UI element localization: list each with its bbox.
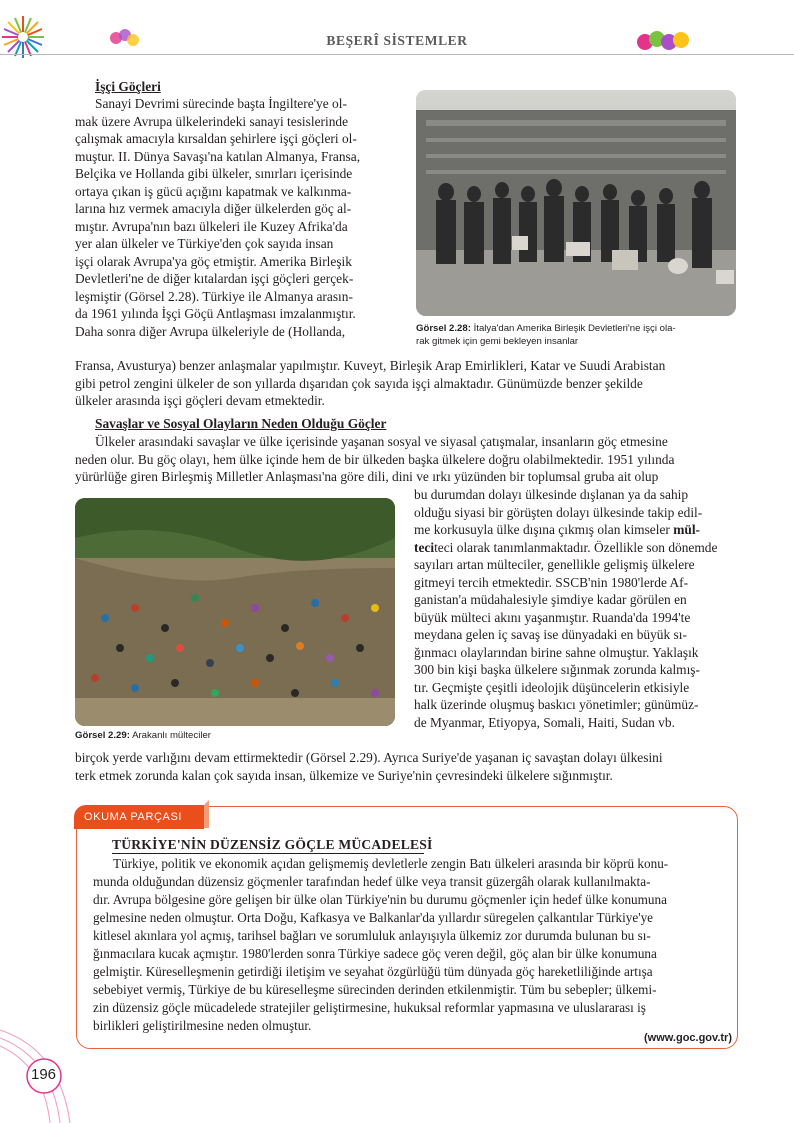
section2-top-text: [75, 433, 738, 486]
section2-narrow-text: [414, 486, 737, 731]
section-heading-worker-migration: İşçi Göçleri: [95, 79, 161, 94]
section2-bottom-text: [75, 749, 738, 784]
text-line: birçok yerde varlığını devam ettirmektedir (Görsel 2.29). Ayrıca Suriye'de yaşanan iç savaştan dolayı ülkesini: [75, 750, 663, 765]
text-line: munda olduğundan düzensiz göçmenler tarafından hedef ülke veya transit güzergâh olarak kullanılmakta-: [93, 874, 651, 889]
photo-italian-workers: [416, 90, 736, 316]
text-line: ğınmacı olaylarından birine sahne olmuştur. Yaklaşık: [414, 644, 699, 660]
reading-body: [93, 855, 733, 1035]
caption-text: rak gitmek için gemi bekleyen insanlar: [416, 335, 579, 347]
text-line: neden olur. Bu göç olayı, hem ülke içinde hem de bir ülkeden başka ülkelere doğru olabilmektedir. 1951 yılında: [75, 451, 675, 467]
text-line: Sanayi Devrimi sürecinde başta İngiltere'ye ol-: [95, 96, 347, 111]
text-line: Daha sonra diğer Avrupa ülkeleriyle de (Hollanda,: [75, 323, 346, 339]
caption-text: İtalya'dan Amerika Birleşik Devletleri'ne işçi ola-: [473, 323, 676, 334]
photo-arakan-refugees-image: [75, 498, 395, 726]
header-title: BEŞERÎ SİSTEMLER: [326, 33, 468, 48]
caption-label: Görsel 2.28:: [416, 323, 471, 334]
text-line: gibi petrol zengini ülkeler de son yıllarda dışarıdan çok sayıda işçi almaktadır. Günümüzde benzer şekilde: [75, 375, 643, 391]
reading-box-tab-label: OKUMA PARÇASI: [84, 811, 183, 823]
text-line: Ülkeler arasındaki savaşlar ve ülke içerisinde yaşanan sosyal ve siyasal çatışmalar, insanların göç etmesine: [95, 434, 668, 449]
text-line: 300 bin kişi başka ülkelere sığınmak zorunda kalmış-: [414, 662, 700, 677]
reading-title: TÜRKİYE'NİN DÜZENSİZ GÖÇLE MÜCADELESİ: [112, 837, 433, 852]
page-number: 196: [31, 1066, 57, 1083]
text-line: de Myanmar, Etiyopya, Somali, Haiti, Sudan vb.: [414, 714, 675, 730]
text-line: gelmesine neden olmuştur. Orta Doğu, Kafkasya ve Balkanlar'da yıllardır süregelen çalkantılar Türkiye'ye: [93, 910, 654, 925]
text-line: sebebiyet vermiş, Türkiye de bu küreselleşme sürecinden derinden etkilenmiştir. Tüm bu sebepler; ülkemi-: [93, 982, 657, 997]
text-line: mak üzere Avrupa ülkelerindeki sanayi tesislerinde: [75, 113, 349, 129]
text-line: çalışmak amacıyla kırsaldan şehirlere işçi göçleri ol-: [75, 131, 357, 146]
text-line: Fransa, Avusturya) benzer anlaşmalar yapılmıştır. Kuveyt, Birleşik Arap Emirlikleri, Katar ve Suudi Arabistan: [75, 358, 666, 373]
text-line: mıştır. Avrupa'nın bazı ülkeleri ile Kuzey Afrika'da: [75, 218, 348, 234]
text-line: leşmiştir (Görsel 2.28). Türkiye ile Almanya arasın-: [75, 288, 353, 304]
text-line: gelmiştir. Küreselleşmenin getirdiği iletişim ve seyahat özgürlüğü tüm dünyada göç hareketliliğinde artışa: [93, 964, 653, 979]
text-line: tır. Geçmişte çeşitli ideolojik düşüncelerin etkisiyle: [414, 679, 690, 695]
text-line: ülkeler arasında işçi göçleri devam etmektedir.: [75, 393, 325, 408]
color-balls-decoration-icon: [636, 28, 692, 54]
text-segment: me korkusuyla ülke dışına çıkmış olan kimseler: [414, 522, 670, 537]
text-line: meydana gelen iç savaş ise dünyadaki en büyük sı-: [414, 627, 687, 642]
text-line: ğınmacılara kucak açmıştır. 1980'lerden sonra Türkiye sadece göç veren değil, göç alan bir ülke konumuna: [93, 946, 657, 961]
caption-label: Görsel 2.29:: [75, 730, 130, 741]
reading-source: (www.goc.gov.tr): [644, 1032, 732, 1044]
text-line: ganistan'a müdahalesiyle şimdiye kadar görülen en: [414, 592, 687, 607]
reading-title-underline: [112, 853, 424, 854]
header-divider: [0, 54, 794, 55]
text-line: Türkiye, politik ve ekonomik açıdan gelişmemiş devletlerle zengin Batı ülkeleri arasında bir köprü konu-: [113, 856, 669, 871]
text-line: yer alan ülkeler ve Türkiye'den çok sayıda insan: [75, 236, 334, 251]
text-line: [414, 521, 737, 539]
bold-term: mül-: [673, 522, 701, 537]
figure-caption-2-28: [416, 323, 746, 348]
text-line: sayıları artan mülteciler, genellikle gelişmiş ülkelere: [414, 557, 695, 572]
text-line: larına hız vermek amacıyla diğer ülkelerden göç al-: [75, 201, 352, 216]
text-line: da 1961 yılında İşçi Göçü Antlaşması imzalanmıştır.: [75, 306, 356, 321]
text-line: büyük mülteci akını yaşanmıştır. Ruanda'da 1994'te: [414, 609, 691, 625]
text-line: dır. Avrupa bölgesine göre gelişen bir ülke olan Türkiye'nin bu durumu göçmenler için hedef ülke konumuna: [93, 892, 667, 907]
text-line: Belçika ve Hollanda gibi ülkeler, sınırları içerisinde: [75, 166, 353, 181]
section1-full-text: [75, 357, 738, 410]
text-line: bu durumdan dolayı ülkesinde dışlanan ya da sahip: [414, 487, 689, 502]
tab-stripe-decoration-icon: [204, 800, 216, 830]
text-line: halk üzerinde oluşmuş baskıcı yönetimler; günümüz-: [414, 697, 699, 712]
photo-arakan-refugees: [75, 498, 395, 726]
text-line: yürürlüğe giren Birleşmiş Milletler Anlaşması'na göre dili, dini ve ırkı yüzünden bir toplumsal gruba ait olup: [75, 469, 659, 484]
text-line: işçi olarak Avrupa'ya göç etmiştir. Amerika Birleşik: [75, 253, 352, 269]
text-line: gitmeyi tercih etmektedir. SSCB'nin 1980'lerde Af-: [414, 574, 689, 590]
page-header: [0, 0, 794, 64]
text-line: zin düzensiz göçle mücadelede stratejiler geliştirmesine, hukuksal reformlar yapmasına ve uluslararası iş: [93, 1000, 646, 1015]
text-line: olduğu siyasi bir görüşten dolayı ülkesinde takip edil-: [414, 504, 703, 520]
text-line: [414, 539, 737, 557]
text-line: kitlesel akınlara yol açmış, tarihsel bağları ve sorumluluk anlayışıyla ülkemiz zor durumda bulunan bu sı-: [93, 928, 651, 943]
figure-caption-2-29: [75, 730, 211, 743]
caption-text: Arakanlı mülteciler: [132, 730, 211, 741]
text-line: Devletleri'ne de diğer kıtalardan işçi göçleri gerçek-: [75, 271, 354, 286]
section1-narrow-text: [75, 95, 402, 340]
text-line: birlikleri geliştirilmesine neden olmuştur.: [93, 1018, 312, 1033]
text-line: muştur. II. Dünya Savaşı'na katılan Almanya, Fransa,: [75, 148, 361, 164]
text-segment: teci olarak tanımlanmaktadır. Özellikle son dönemde: [434, 539, 718, 555]
photo-italian-workers-image: [416, 90, 736, 316]
text-line: ortaya çıkan iş gücü açığını kapatmak ve kalkınma-: [75, 183, 352, 199]
text-line: terk etmek zorunda kalan çok sayıda insan, ülkemize ve Suriye'nin çevresindeki ülkelere sığınmıştır.: [75, 767, 613, 783]
section-heading-war-migration: Savaşlar ve Sosyal Olayların Neden Olduğu Göçler: [95, 416, 387, 431]
bold-term: teci: [414, 539, 435, 555]
